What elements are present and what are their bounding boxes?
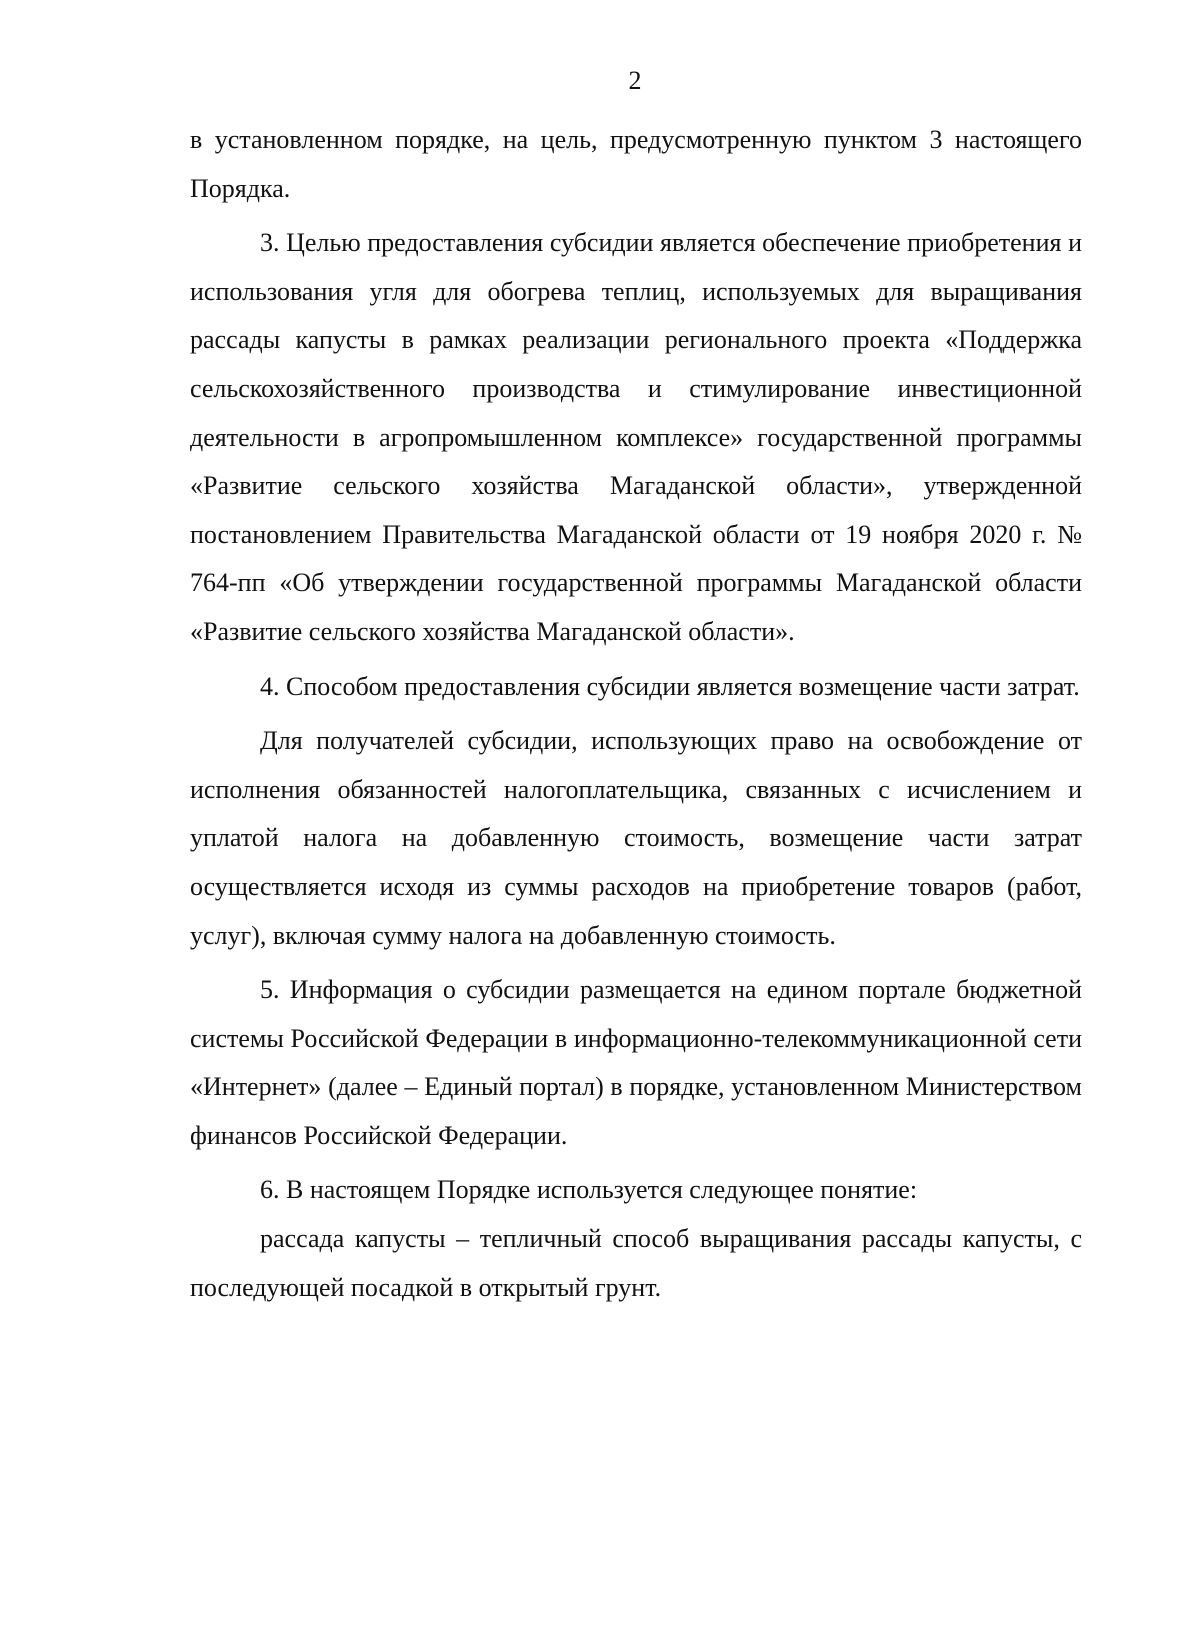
paragraph-item-4: 4. Способом предоставления субсидии является возмещение части затрат. xyxy=(260,671,1080,701)
paragraph-definition: рассада капусты – тепличный способ выращивания рассады капусты, с последующей посадкой в открытый грунт. xyxy=(190,1224,1082,1302)
document-body xyxy=(190,116,1082,1312)
paragraph-item-3: 3. Целью предоставления субсидии является обеспечение приобретения и использования угля для обогрева теплиц, используемых для выращивания рассады капусты в рамках реализации регионального проекта «Поддержка сельскохозяйственного производства и стимулирование инвестиционной деятельности в агропромышленном комплексе» государственной программы «Развитие сельского хозяйства Магаданской области», утвержденной постановлением Правительства Магаданской области от 19 ноября 2020 г. № 764-пп «Об утверждении государственной программы Магаданской области «Развитие сельского хозяйства Магаданской области». xyxy=(190,228,1082,646)
paragraph-item-6: 6. В настоящем Порядке используется следующее понятие: xyxy=(260,1175,918,1205)
paragraph-item-5: 5. Информация о субсидии размещается на едином портале бюджетной системы Российской Федерации в информационно-телекоммуникационной сети «Интернет» (далее – Единый портал) в порядке, установленном Министерством финансов Российской Федерации. xyxy=(190,975,1082,1150)
paragraph-continuation: в установленном порядке, на цель, предусмотренную пунктом 3 настоящего Порядка. xyxy=(190,125,1082,203)
paragraph-tax-exemption: Для получателей субсидии, использующих право на освобождение от исполнения обязанностей налогоплательщика, связанных с исчислением и уплатой налога на добавленную стоимость, возмещение части затрат осуществляется исходя из суммы расходов на приобретение товаров (работ, услуг), включая сумму налога на добавленную стоимость. xyxy=(190,726,1082,950)
page-number: 2 xyxy=(628,66,642,95)
